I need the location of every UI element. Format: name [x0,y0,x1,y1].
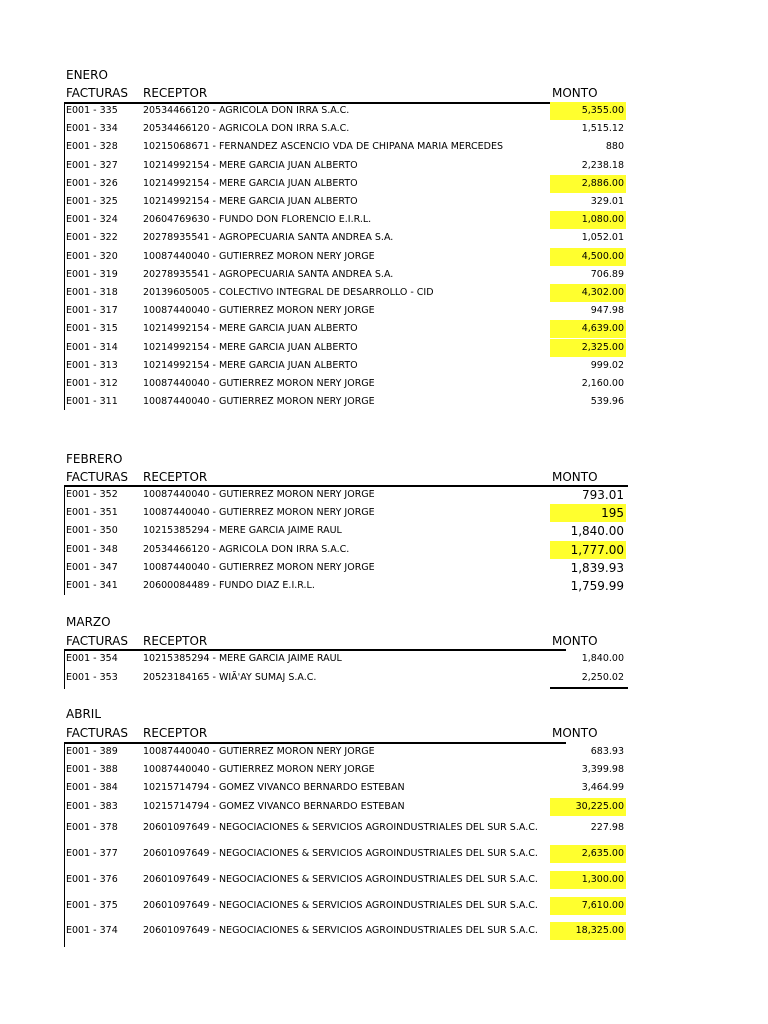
monto-cell: 5,355.00 [550,102,626,120]
factura-cell: E001 - 317 [66,305,118,317]
header-facturas: FACTURAS [66,726,128,740]
receptor-cell: 10214992154 - MERE GARCIA JUAN ALBERTO [143,159,358,171]
month-title: ABRIL [66,707,102,721]
factura-cell: E001 - 341 [66,580,118,591]
table-row [64,339,630,357]
monto-cell: 683.93 [590,746,624,757]
receptor-cell: 20534466120 - AGRICOLA DON IRRA S.A.C. [143,543,350,555]
table-header [64,633,630,649]
header-facturas: FACTURAS [66,86,128,100]
table-row [64,541,630,559]
monto-cell: 30,225.00 [550,798,626,816]
header-receptor: RECEPTOR [143,634,208,648]
factura-cell: E001 - 326 [66,177,118,189]
receptor-cell: 10215714794 - GOMEZ VIVANCO BERNARDO ESTEBAN [143,782,405,793]
monto-cell: 1,300.00 [550,871,626,889]
table-row [64,798,630,816]
factura-cell: E001 - 312 [66,378,118,389]
factura-cell: E001 - 334 [66,123,118,135]
table-row [64,393,630,411]
receptor-cell: 20278935541 - AGROPECUARIA SANTA ANDREA S.A. [143,268,394,280]
receptor-cell: 20139605005 - COLECTIVO INTEGRAL DE DESARROLLO - CID [143,287,434,298]
factura-cell: E001 - 377 [66,848,118,859]
receptor-cell: 10214992154 - MERE GARCIA JUAN ALBERTO [143,323,358,335]
monto-cell: 329.01 [590,196,624,207]
month-title: FEBRERO [66,452,123,466]
header-receptor: RECEPTOR [143,470,208,484]
receptor-cell: 20601097649 - NEGOCIACIONES & SERVICIOS AGROINDUSTRIALES DEL SUR S.A.C. [143,822,538,833]
table-row [64,102,630,120]
table-row [64,357,630,375]
monto-cell: 2,238.18 [581,159,624,171]
monto-cell: 3,399.98 [581,764,624,775]
table-row [64,284,630,302]
monto-cell: 3,464.99 [581,782,624,793]
factura-cell: E001 - 352 [66,489,118,500]
header-monto: MONTO [552,470,598,484]
monto-cell: 1,840.00 [570,524,624,539]
factura-cell: E001 - 383 [66,801,118,812]
monto-cell: 4,500.00 [550,248,626,266]
table-row [64,504,630,522]
table-row [64,157,630,175]
table-row [64,175,630,193]
receptor-cell: 20523184165 - WIÃ'AY SUMAJ S.A.C. [143,672,317,683]
receptor-cell: 20604769630 - FUNDO DON FLORENCIO E.I.R.L. [143,214,372,226]
factura-cell: E001 - 325 [66,196,118,207]
monto-cell: 1,759.99 [570,579,624,593]
monto-cell: 539.96 [590,396,624,408]
monto-cell: 1,080.00 [550,211,626,229]
monto-cell: 1,777.00 [550,541,626,559]
table-row [64,229,630,247]
factura-cell: E001 - 324 [66,214,118,226]
receptor-cell: 10215385294 - MERE GARCIA JAIME RAUL [143,653,342,664]
monto-cell: 2,886.00 [550,175,626,193]
factura-cell: E001 - 347 [66,561,118,573]
table-row [64,819,630,837]
factura-cell: E001 - 376 [66,874,118,885]
table-header [64,725,630,741]
table-row [64,193,630,211]
factura-cell: E001 - 374 [66,925,118,936]
table-row [64,248,630,266]
receptor-cell: 10087440040 - GUTIERREZ MORON NERY JORGE [143,764,375,775]
table-row [64,650,630,668]
monto-cell: 1,052.01 [581,232,624,244]
monto-cell: 4,302.00 [550,284,626,302]
factura-cell: E001 - 384 [66,782,118,793]
receptor-cell: 10087440040 - GUTIERREZ MORON NERY JORGE [143,396,375,408]
receptor-cell: 10215068671 - FERNANDEZ ASCENCIO VDA DE CHIPANA MARIA MERCEDES [143,141,504,153]
factura-cell: E001 - 314 [66,341,118,353]
monto-cell: 18,325.00 [550,922,626,940]
header-monto: MONTO [552,634,598,648]
receptor-cell: 20601097649 - NEGOCIACIONES & SERVICIOS AGROINDUSTRIALES DEL SUR S.A.C. [143,848,538,859]
table-row [64,375,630,393]
factura-cell: E001 - 354 [66,653,118,664]
table-row [64,779,630,797]
receptor-cell: 10087440040 - GUTIERREZ MORON NERY JORGE [143,561,375,573]
factura-cell: E001 - 389 [66,746,118,757]
receptor-cell: 10214992154 - MERE GARCIA JUAN ALBERTO [143,341,358,353]
header-receptor: RECEPTOR [143,86,208,100]
table-row [64,211,630,229]
receptor-cell: 10087440040 - GUTIERREZ MORON NERY JORGE [143,378,375,389]
monto-cell: 195 [550,504,626,522]
factura-cell: E001 - 315 [66,323,118,335]
receptor-cell: 10214992154 - MERE GARCIA JUAN ALBERTO [143,177,358,189]
factura-cell: E001 - 335 [66,105,118,116]
factura-cell: E001 - 319 [66,268,118,280]
factura-cell: E001 - 318 [66,287,118,298]
table-row [64,138,630,156]
table-row [64,522,630,540]
table-row [64,486,630,504]
table-row [64,120,630,138]
factura-cell: E001 - 375 [66,900,118,911]
factura-cell: E001 - 353 [66,672,118,683]
factura-cell: E001 - 327 [66,159,118,171]
receptor-cell: 10215385294 - MERE GARCIA JAIME RAUL [143,525,342,537]
monto-cell: 2,635.00 [550,845,626,863]
receptor-cell: 20601097649 - NEGOCIACIONES & SERVICIOS AGROINDUSTRIALES DEL SUR S.A.C. [143,900,538,911]
receptor-cell: 10087440040 - GUTIERREZ MORON NERY JORGE [143,746,375,757]
factura-cell: E001 - 328 [66,141,118,153]
receptor-cell: 10087440040 - GUTIERREZ MORON NERY JORGE [143,489,375,500]
receptor-cell: 20534466120 - AGRICOLA DON IRRA S.A.C. [143,123,350,135]
monto-cell: 1,515.12 [581,123,624,135]
factura-cell: E001 - 311 [66,396,118,408]
receptor-cell: 10214992154 - MERE GARCIA JUAN ALBERTO [143,196,358,207]
receptor-cell: 10087440040 - GUTIERREZ MORON NERY JORGE [143,250,375,262]
receptor-cell: 10087440040 - GUTIERREZ MORON NERY JORGE [143,507,375,519]
monto-cell: 7,610.00 [550,897,626,915]
factura-cell: E001 - 348 [66,543,118,555]
table-header [64,85,630,101]
header-monto: MONTO [552,86,598,100]
monto-cell: 880 [605,141,624,153]
table-row [64,761,630,779]
factura-cell: E001 - 320 [66,250,118,262]
factura-cell: E001 - 313 [66,359,118,371]
table-header [64,469,630,485]
receptor-cell: 20534466120 - AGRICOLA DON IRRA S.A.C. [143,105,350,116]
table-row [64,922,630,940]
table-row [64,845,630,863]
table-row [64,559,630,577]
factura-cell: E001 - 378 [66,822,118,833]
monto-cell: 1,840.00 [581,653,624,664]
header-facturas: FACTURAS [66,470,128,484]
monto-cell: 793.01 [582,488,624,502]
receptor-cell: 20601097649 - NEGOCIACIONES & SERVICIOS AGROINDUSTRIALES DEL SUR S.A.C. [143,925,538,936]
table-row [64,743,630,761]
table-row [64,897,630,915]
receptor-cell: 20278935541 - AGROPECUARIA SANTA ANDREA S.A. [143,232,394,244]
receptor-cell: 20600084489 - FUNDO DIAZ E.I.R.L. [143,580,315,591]
table-row [64,320,630,338]
table-row [64,871,630,889]
monto-cell: 2,250.02 [581,672,624,683]
table-row [64,577,630,595]
factura-cell: E001 - 388 [66,764,118,775]
receptor-cell: 10215714794 - GOMEZ VIVANCO BERNARDO ESTEBAN [143,801,405,812]
receptor-cell: 10214992154 - MERE GARCIA JUAN ALBERTO [143,359,358,371]
table-row [64,302,630,320]
total-rule [550,687,628,689]
table-row [64,266,630,284]
month-title: MARZO [66,615,111,629]
header-receptor: RECEPTOR [143,726,208,740]
factura-cell: E001 - 351 [66,507,118,519]
receptor-cell: 20601097649 - NEGOCIACIONES & SERVICIOS AGROINDUSTRIALES DEL SUR S.A.C. [143,874,538,885]
monto-cell: 999.02 [590,359,624,371]
header-monto: MONTO [552,726,598,740]
header-facturas: FACTURAS [66,634,128,648]
factura-cell: E001 - 350 [66,525,118,537]
receptor-cell: 10087440040 - GUTIERREZ MORON NERY JORGE [143,305,375,317]
monto-cell: 227.98 [590,822,624,833]
monto-cell: 1,839.93 [570,560,624,575]
monto-cell: 706.89 [590,268,624,280]
monto-cell: 947.98 [590,305,624,317]
monto-cell: 2,325.00 [550,339,626,357]
monto-cell: 2,160.00 [581,378,624,389]
month-title: ENERO [66,68,108,82]
monto-cell: 4,639.00 [550,320,626,338]
table-row [64,669,630,687]
factura-cell: E001 - 322 [66,232,118,244]
